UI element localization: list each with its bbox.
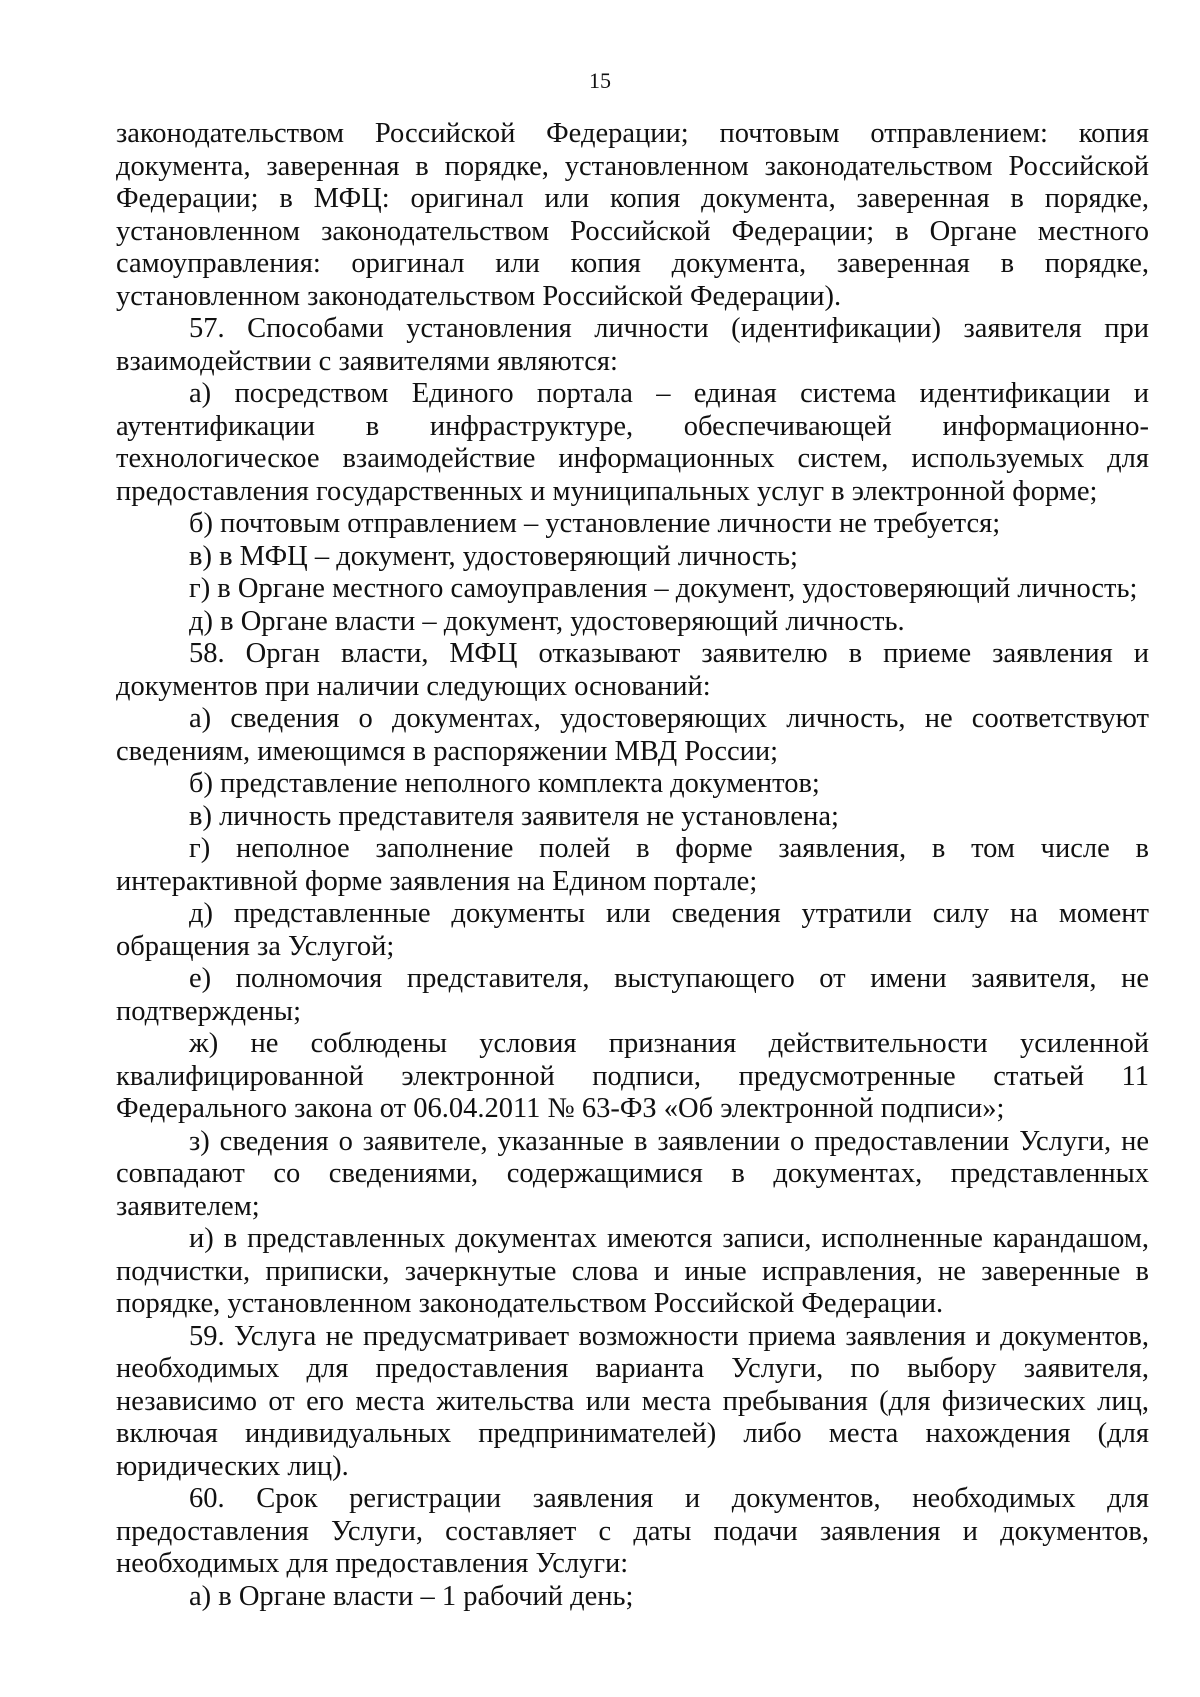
clause-57-item-b: б) почтовым отправлением – установление личности не требуется; xyxy=(189,508,1001,539)
clause-57-item-g: г) в Органе местного самоуправления – документ, удостоверяющий личность; xyxy=(189,573,1138,604)
paragraph-continuation: законодательством Российской Федерации; почтовым отправлением: копия документа, заверенная в порядке, установленном законодательством Российской Федерации; в МФЦ: оригинал или копия документа, заверенная в порядке, установленном законодательством Российской Федерации; в Органе местного самоуправления: оригинал или копия документа, заверенная в порядке, установленном законодательством Российской Федерации). xyxy=(116,118,1149,312)
clause-58-item-zh: ж) не соблюдены условия признания действительности усиленной квалифицированной электронной подписи, предусмотренные статьей 11 Федерального закона от 06.04.2011 № 63-ФЗ «Об электронной подписи»; xyxy=(116,1028,1149,1124)
clause-60-item-a: а) в Органе власти – 1 рабочий день; xyxy=(189,1580,634,1612)
clause-58-item-i: и) в представленных документах имеются записи, исполненные карандашом, подчистки, приписки, зачеркнутые слова и иные исправления, не заверенные в порядке, установленном законодательством Российской Федерации. xyxy=(116,1223,1149,1319)
document-body xyxy=(116,118,1149,1613)
clause-60: 60. Срок регистрации заявления и документов, необходимых для предоставления Услуги, составляет с даты подачи заявления и документов, необходимых для предоставления Услуги: xyxy=(116,1483,1149,1579)
clause-57-item-d: д) в Органе власти – документ, удостоверяющий личность. xyxy=(189,605,905,637)
clause-58: 58. Орган власти, МФЦ отказывают заявителю в приеме заявления и документов при наличии следующих оснований: xyxy=(116,638,1149,702)
clause-58-item-a: а) сведения о документах, удостоверяющих личность, не соответствуют сведениям, имеющимся в распоряжении МВД России; xyxy=(116,703,1149,767)
clause-57: 57. Способами установления личности (идентификации) заявителя при взаимодействии с заявителями являются: xyxy=(116,313,1149,377)
clause-59: 59. Услуга не предусматривает возможности приема заявления и документов, необходимых для предоставления варианта Услуги, по выбору заявителя, независимо от его места жительства или места пребывания (для физических лиц, включая индивидуальных предпринимателей) либо места нахождения (для юридических лиц). xyxy=(116,1320,1149,1482)
clause-58-item-b: б) представление неполного комплекта документов; xyxy=(189,768,820,799)
clause-58-item-e: е) полномочия представителя, выступающего от имени заявителя, не подтверждены; xyxy=(116,963,1149,1027)
page-number: 15 xyxy=(589,68,611,93)
clause-57-item-a: а) посредством Единого портала – единая система идентификации и аутентификации в инфраструктуре, обеспечивающей информационно-технологическое взаимодействие информационных систем, используемых для предоставления государственных и муниципальных услуг в электронной форме; xyxy=(116,378,1149,507)
clause-58-item-v: в) личность представителя заявителя не установлена; xyxy=(189,800,839,832)
clause-58-item-d: д) представленные документы или сведения утратили силу на момент обращения за Услугой; xyxy=(116,898,1149,962)
clause-57-item-v: в) в МФЦ – документ, удостоверяющий личность; xyxy=(189,540,798,572)
clause-58-item-g: г) неполное заполнение полей в форме заявления, в том числе в интерактивной форме заявления на Едином портале; xyxy=(116,833,1149,897)
clause-58-item-z: з) сведения о заявителе, указанные в заявлении о предоставлении Услуги, не совпадают со сведениями, содержащимися в документах, представленных заявителем; xyxy=(116,1125,1149,1222)
